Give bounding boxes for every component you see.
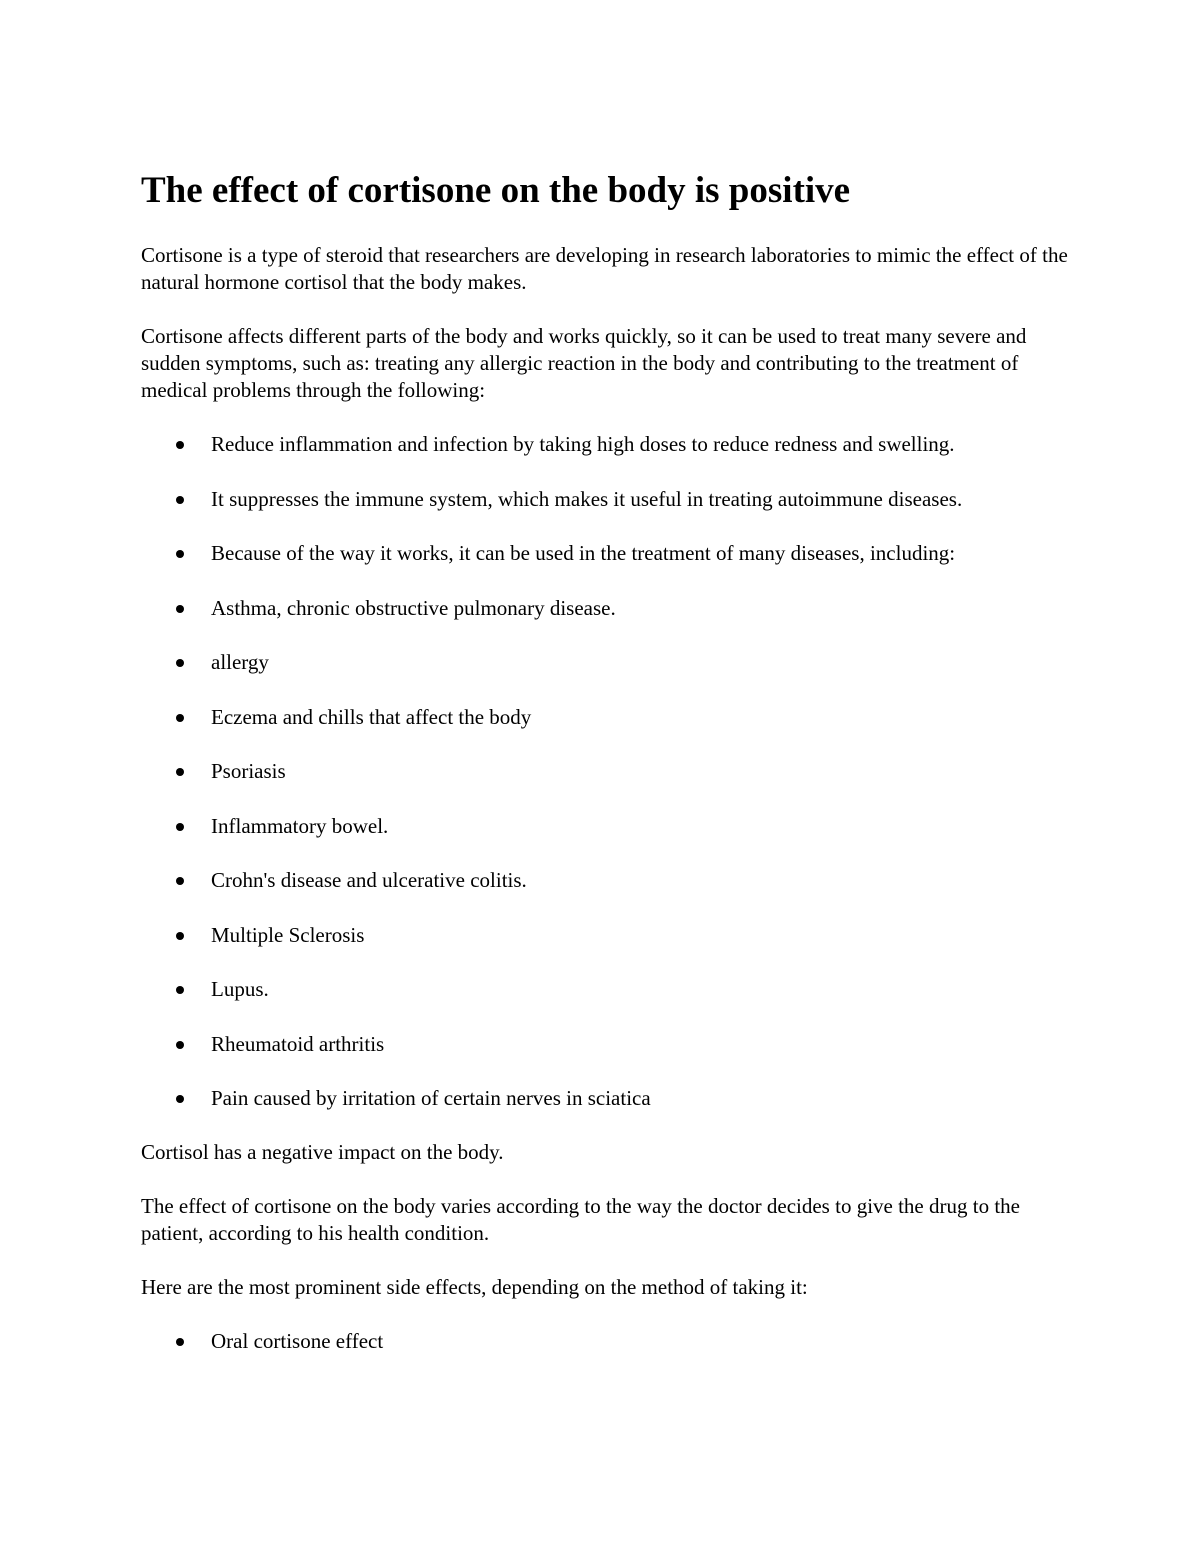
list-item <box>141 758 1071 785</box>
bullet-icon <box>176 1338 184 1346</box>
bullet-icon <box>176 768 184 776</box>
list-item <box>141 704 1071 731</box>
bullet-icon <box>176 932 184 940</box>
list-item-text: Psoriasis <box>211 759 286 783</box>
bullet-icon <box>176 877 184 885</box>
bullet-icon <box>176 986 184 994</box>
later-paragraph-2: The effect of cortisone on the body varies according to the way the doctor decides to give the drug to the patient, according to his health condition. <box>141 1194 1020 1245</box>
list-item <box>141 431 1071 458</box>
bullet-icon <box>176 714 184 722</box>
list-item <box>141 1085 1071 1112</box>
document-title: The effect of cortisone on the body is positive <box>141 170 851 211</box>
bullet-icon <box>176 441 184 449</box>
list-item-text: It suppresses the immune system, which makes it useful in treating autoimmune diseases. <box>211 486 963 511</box>
list-item-text: allergy <box>211 650 269 674</box>
list-item-text: Asthma, chronic obstructive pulmonary disease. <box>211 595 616 620</box>
list-item <box>141 867 1071 894</box>
intro-paragraph-2: Cortisone affects different parts of the body and works quickly, so it can be used to treat many severe and sudden symptoms, such as: treating any allergic reaction in the body and contributing to the treatment of medical problems through the following: <box>141 324 1027 402</box>
list-item-text: Oral cortisone effect <box>211 1329 384 1353</box>
intro-paragraph-1: Cortisone is a type of steroid that researchers are developing in research laboratories to mimic the effect of the natural hormone cortisol that the body makes. <box>141 243 1068 294</box>
later-paragraph-1: Cortisol has a negative impact on the body. <box>141 1140 504 1164</box>
list-item <box>141 486 1071 513</box>
list-item <box>141 922 1071 949</box>
bullet-icon <box>176 823 184 831</box>
list-item-text: Lupus. <box>211 977 269 1001</box>
document-page <box>141 166 1071 1382</box>
list-item-text: Reduce inflammation and infection by taking high doses to reduce redness and swelling. <box>211 432 955 456</box>
bullet-icon <box>176 605 184 613</box>
bullet-icon <box>176 659 184 667</box>
list-item <box>141 649 1071 676</box>
later-paragraph-3: Here are the most prominent side effects, depending on the method of taking it: <box>141 1275 808 1299</box>
bullet-icon <box>176 1095 184 1103</box>
list-item <box>141 976 1071 1003</box>
list-item-text: Eczema and chills that affect the body <box>211 704 532 729</box>
list-item <box>141 595 1071 622</box>
list-item-text: Pain caused by irritation of certain nerves in sciatica <box>211 1086 651 1110</box>
bullet-icon <box>176 1041 184 1049</box>
list-item-text: Crohn's disease and ulcerative colitis. <box>211 868 527 892</box>
effects-list <box>141 1328 1071 1355</box>
bullet-icon <box>176 496 184 504</box>
bullet-icon <box>176 550 184 558</box>
list-item-text: Because of the way it works, it can be used in the treatment of many diseases, including: <box>211 541 956 565</box>
list-item <box>141 1328 1071 1355</box>
list-item-text: Multiple Sclerosis <box>211 922 365 947</box>
list-item-text: Inflammatory bowel. <box>211 813 389 838</box>
list-item <box>141 1031 1071 1058</box>
uses-list <box>141 431 1071 1112</box>
list-item-text: Rheumatoid arthritis <box>211 1031 385 1056</box>
list-item <box>141 540 1071 567</box>
list-item <box>141 813 1071 840</box>
